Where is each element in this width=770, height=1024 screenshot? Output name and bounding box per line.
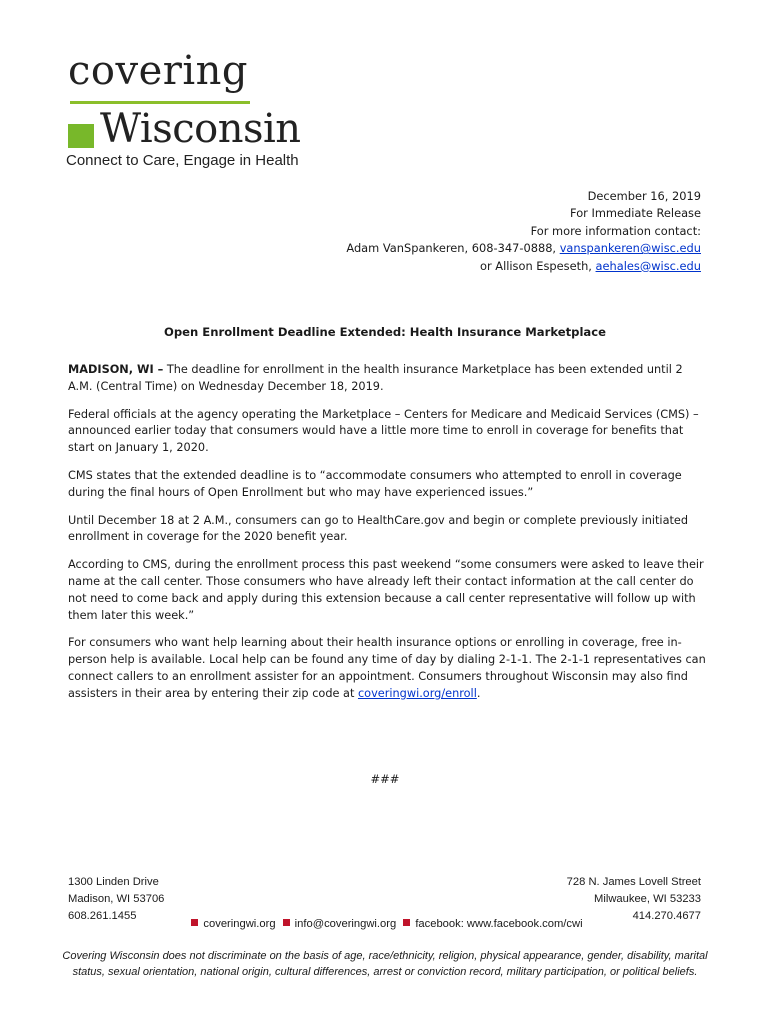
paragraph-1 <box>68 362 708 396</box>
paragraph-5: According to CMS, during the enrollment process this past weekend “some consumers were asked to leave their name at the call center. Those consumers who have already left their contact information at the call center do not need to come back and apply during this extension because a call center representative will follow up with them later this week.” <box>68 558 704 622</box>
nondiscrimination-disclaimer: Covering Wisconsin does not discriminate on the basis of age, race/ethnicity, religion, physical appearance, gender, disability, marital status, sexual orientation, national origin, cultural differences, arrest or conviction record, military participation, or political beliefs. <box>62 950 708 978</box>
phone: 414.270.4677 <box>632 910 701 922</box>
covering-wisconsin-logo <box>66 48 326 176</box>
address-line: 1300 Linden Drive <box>68 876 159 888</box>
paragraph-6-text: For consumers who want help learning about their health insurance options or enrolling in coverage, free in-person help is available. Local help can be found any time of day by dialing 2-1-1. The 2-1-1 representatives can connect callers to an enrollment assister for an appointment. Consumers throughout Wisconsin may also find assisters in their area by entering their zip code at <box>68 636 706 700</box>
bullet-square-icon <box>283 919 290 926</box>
dateline: MADISON, WI – <box>68 363 164 376</box>
release-date: December 16, 2019 <box>587 189 701 203</box>
logo-word-wisconsin: Wisconsin <box>100 106 301 152</box>
bullet-square-icon <box>191 919 198 926</box>
footer-email[interactable]: info@coveringwi.org <box>294 918 397 930</box>
address-line: 728 N. James Lovell Street <box>566 876 701 888</box>
address-line: Milwaukee, WI 53233 <box>594 893 701 905</box>
press-release-title: Open Enrollment Deadline Extended: Health Insurance Marketplace <box>164 325 606 339</box>
contact-1-name: Adam VanSpankeren, 608-347-0888, <box>346 241 557 256</box>
paragraph-2: Federal officials at the agency operating the Marketplace – Centers for Medicare and Medicaid Services (CMS) – announced earlier today that consumers would have a little more time to enroll in coverage for benefits that start on January 1, 2020. <box>68 407 699 455</box>
footer-website[interactable]: coveringwi.org <box>203 918 276 930</box>
footer-contacts <box>0 918 770 930</box>
contact-block <box>346 188 701 275</box>
phone: 608.261.1455 <box>68 910 137 922</box>
paragraph-6 <box>68 635 708 702</box>
address-line: Madison, WI 53706 <box>68 893 165 905</box>
logo-green-line <box>70 101 250 104</box>
contact-1 <box>346 240 701 257</box>
contact-1-email-link[interactable]: vanspankeren@wisc.edu <box>559 241 701 256</box>
press-release-body <box>68 362 708 714</box>
more-info-label: For more information contact: <box>530 223 701 238</box>
end-mark: ### <box>370 772 400 786</box>
bullet-square-icon <box>403 919 410 926</box>
paragraph-6-end: . <box>476 686 481 700</box>
logo-green-square <box>68 124 94 148</box>
paragraph-1-text: The deadline for enrollment in the health insurance Marketplace has been extended until 2 A.M. (Central Time) on Wednesday December 18, 2019. <box>68 363 683 393</box>
contact-2-email-link[interactable]: aehales@wisc.edu <box>595 258 701 273</box>
release-type: For Immediate Release <box>570 206 701 221</box>
enroll-link[interactable]: coveringwi.org/enroll <box>357 686 477 700</box>
paragraph-4: Until December 18 at 2 A.M., consumers can go to HealthCare.gov and begin or complete previously initiated enrollment in coverage for the 2020 benefit year. <box>68 513 689 544</box>
contact-2 <box>346 258 701 275</box>
footer-facebook[interactable]: facebook: www.facebook.com/cwi <box>415 918 583 930</box>
paragraph-3: CMS states that the extended deadline is to “accommodate consumers who attempted to enroll in coverage during the final hours of Open Enrollment but who may have experienced issues.” <box>68 468 682 499</box>
logo-word-covering: covering <box>68 48 249 94</box>
logo-tagline: Connect to Care, Engage in Health <box>66 152 299 169</box>
contact-2-name: or Allison Espeseth, <box>480 258 592 273</box>
